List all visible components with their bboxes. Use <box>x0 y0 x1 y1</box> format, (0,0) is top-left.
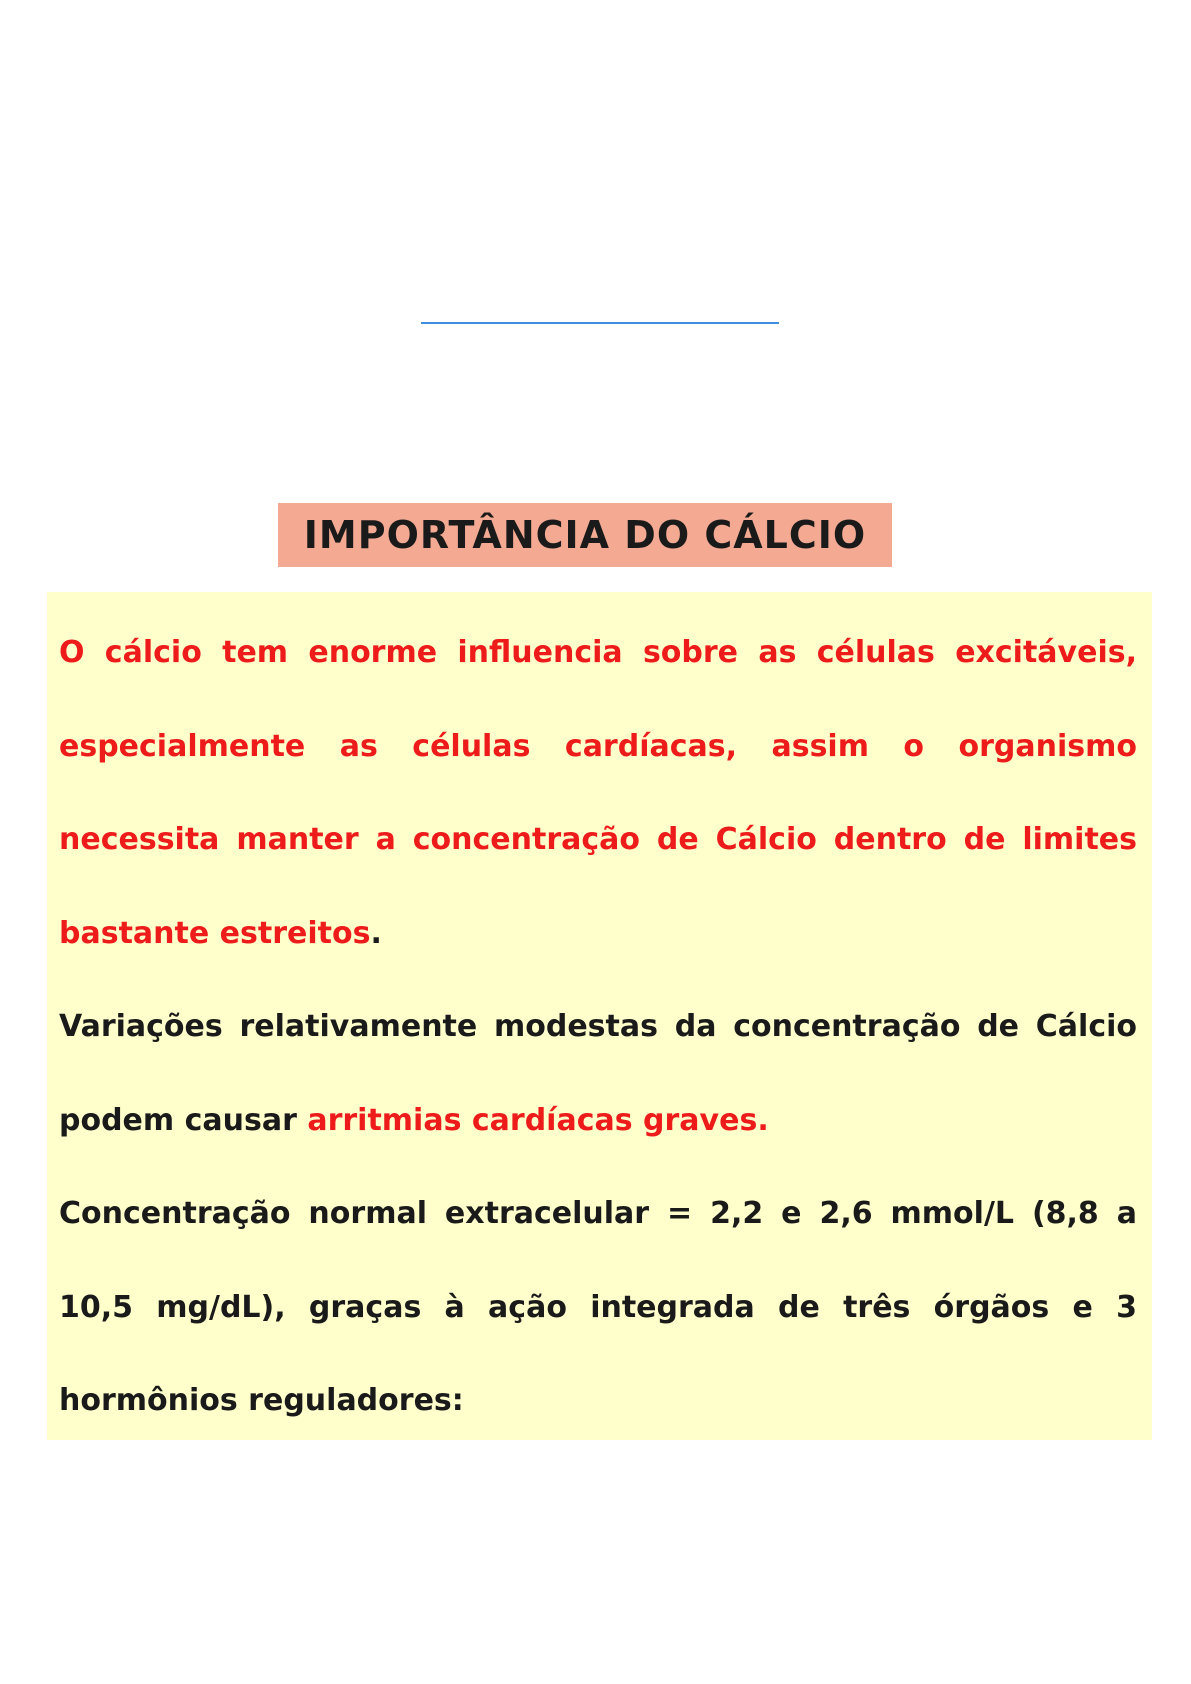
paragraph-2-text: Variações relativamente modestas da concentração de Cálcio podem causar <box>59 1009 1137 1138</box>
top-divider-line <box>421 322 779 324</box>
content-panel <box>47 592 1152 1440</box>
paragraph-1-period: . <box>370 915 382 951</box>
paragraph-1-highlight: O cálcio tem enorme influencia sobre as células excitáveis, especialmente as células cardíacas, assim o organismo necessita manter a concentração de Cálcio dentro de limites bastante estreitos <box>59 635 1137 951</box>
paragraph-normal-concentration: Concentração normal extracelular = 2,2 e 2,6 mmol/L (8,8 a 10,5 mg/dL), graças à ação integrada de três órgãos e 3 hormônios reguladores: <box>59 1196 1137 1418</box>
paragraph-variations <box>59 980 1137 1167</box>
title-banner <box>278 503 892 567</box>
page-title: IMPORTÂNCIA DO CÁLCIO <box>303 513 867 557</box>
paragraph-calcium-influence <box>59 606 1137 980</box>
paragraph-2-highlight: arritmias cardíacas graves. <box>307 1102 769 1138</box>
